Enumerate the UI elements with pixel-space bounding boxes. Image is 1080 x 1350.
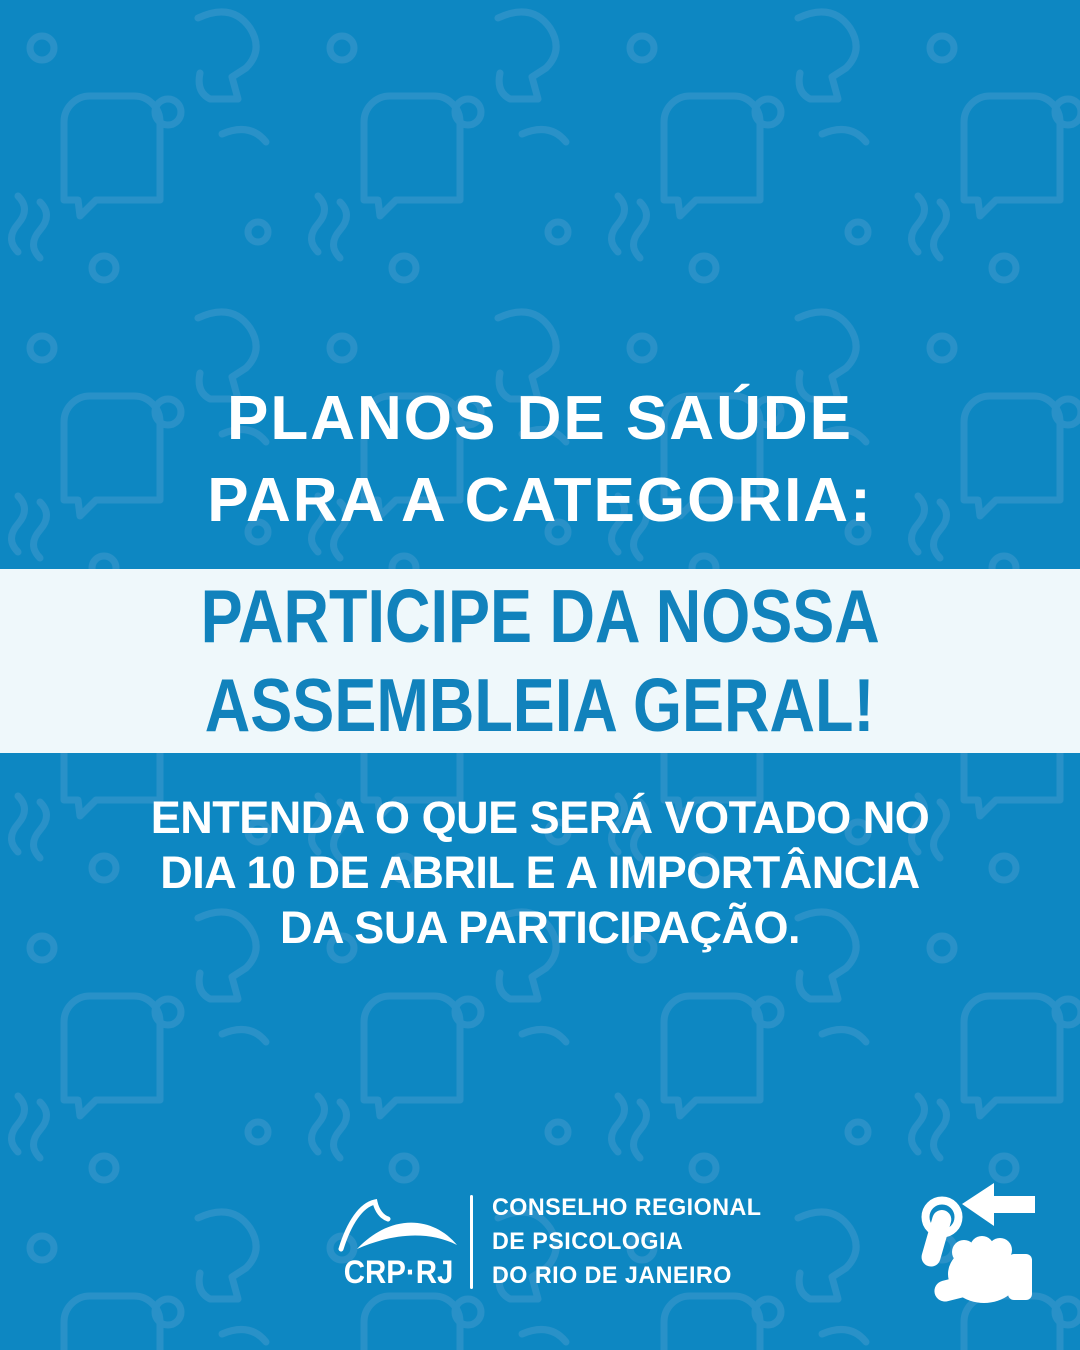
logo-acronym: CRP·RJ (344, 1254, 454, 1290)
org-name-line2: DE PSICOLOGIA (492, 1228, 684, 1255)
footer-divider (470, 1195, 473, 1289)
org-name-line3: DO RIO DE JANEIRO (492, 1262, 732, 1289)
banner-line2: ASSEMBLEIA GERAL! (205, 663, 875, 747)
headline (0, 378, 1080, 542)
headline-line1: PLANOS DE SAÚDE (227, 384, 853, 453)
body-text (0, 790, 1080, 955)
body-line3: DA SUA PARTICIPAÇÃO. (279, 902, 800, 953)
banner-line1: PARTICIPE DA NOSSA (200, 574, 880, 658)
body-line1: ENTENDA O QUE SERÁ VOTADO NO (150, 792, 930, 843)
swipe-left-icon (908, 1170, 1040, 1320)
body-line2: DIA 10 DE ABRIL E A IMPORTÂNCIA (160, 847, 920, 898)
headline-line2: PARA A CATEGORIA: (207, 466, 873, 535)
org-name (492, 1191, 770, 1293)
org-name-line1: CONSELHO REGIONAL (492, 1194, 762, 1221)
banner-band (0, 569, 1080, 753)
crp-rj-logo-icon (337, 1196, 461, 1254)
